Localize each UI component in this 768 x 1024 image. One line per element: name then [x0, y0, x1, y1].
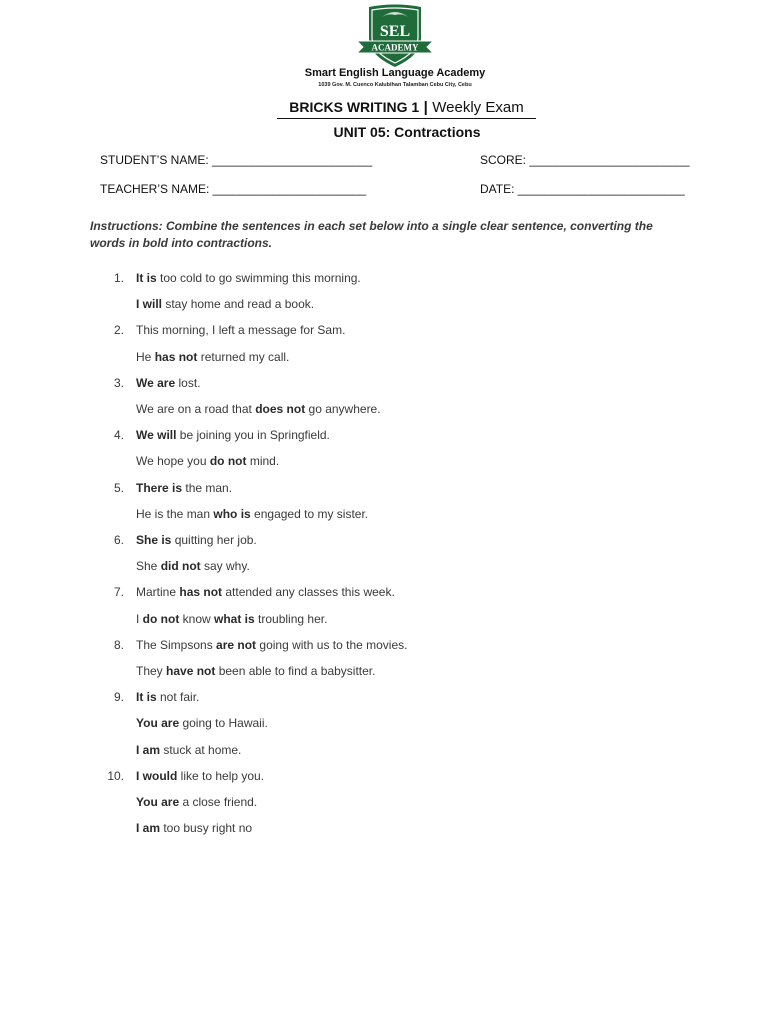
sel-academy-logo [354, 3, 436, 69]
item-number: 5. [113, 480, 124, 495]
sentence-text: She [136, 559, 161, 574]
item-number: 1. [113, 271, 124, 285]
sentence-text: a close friend. [179, 795, 258, 809]
bold-phrase: who is [213, 506, 251, 521]
sentence-text: too cold to go swimming this morning. [156, 271, 361, 285]
sentence-text: mind. [246, 454, 280, 469]
bold-phrase: We will [136, 428, 177, 443]
sentence-text: the man. [182, 480, 233, 495]
item-number: 8. [113, 637, 124, 652]
score-field: SCORE: ________________________ [480, 153, 690, 167]
item-number: 9. [113, 690, 124, 705]
bold-phrase: has not [179, 585, 223, 600]
bold-phrase: have not [166, 664, 216, 678]
sentence-text: know [179, 611, 215, 626]
bold-phrase: I am [136, 742, 161, 757]
sentence-text: Martine [136, 585, 180, 600]
sentence-line [136, 402, 381, 416]
unit-title: UNIT 05: Contractions [333, 124, 481, 140]
sentence-line [136, 559, 250, 573]
bold-phrase: It is [136, 271, 157, 285]
teacher-name-field: TEACHER’S NAME: _______________________ [100, 182, 367, 196]
sentence-text: say why. [200, 559, 250, 574]
sentence-text: stuck at home. [160, 742, 242, 757]
bold-phrase: what is [214, 611, 255, 626]
bold-phrase: You are [136, 716, 180, 731]
sentence-text: lost. [175, 375, 201, 390]
sentence-text: They [136, 664, 167, 678]
academy-address: 1039 Gov. M. Cuenco Kalubihan Talamban Cebu City, Cebu [318, 82, 472, 88]
sentence-text: We hope you [136, 454, 210, 469]
sentence-line [136, 323, 345, 337]
bold-phrase: has not [154, 349, 198, 364]
sentence-line [136, 428, 330, 442]
sentence-line [136, 481, 232, 495]
bold-phrase: did not [160, 559, 201, 574]
instructions: Instructions: Combine the sentences in each set below into a single clear sentence, converting the words in bold into contractions. [90, 219, 653, 250]
sentence-line [136, 350, 289, 364]
sentence-text: go anywhere. [305, 402, 381, 416]
sentence-line [136, 664, 375, 678]
bold-phrase: She is [136, 533, 172, 547]
sentence-text: going to Hawaii. [179, 716, 268, 731]
sentence-text: stay home and read a book. [162, 297, 315, 312]
sentence-text: He [136, 349, 155, 364]
sentence-text: going with us to the movies. [256, 637, 408, 652]
sentence-text: I [136, 611, 143, 626]
sentence-line [136, 769, 264, 783]
bold-phrase: I would [136, 768, 178, 783]
sentence-text: engaged to my sister. [250, 506, 369, 521]
sentence-line [136, 795, 257, 809]
sentence-text: This morning, I left a message for Sam. [136, 323, 346, 338]
sentence-text: He is the man [136, 506, 214, 521]
bold-phrase: are not [216, 637, 257, 652]
logo-text-bottom: ACADEMY [371, 42, 419, 53]
sentence-line [136, 821, 252, 835]
sentence-text: troubling her. [254, 611, 328, 626]
sentence-text: like to help you. [177, 768, 265, 783]
sentence-line [136, 533, 257, 547]
sentence-line [136, 297, 314, 311]
sentence-text: quitting her job. [171, 533, 257, 547]
item-number: 10. [107, 768, 124, 783]
sentence-line [136, 585, 395, 599]
student-name-field: STUDENT’S NAME: ________________________ [100, 153, 373, 167]
bold-phrase: You are [136, 795, 180, 809]
sentence-text: be joining you in Springfield. [176, 428, 330, 443]
bold-phrase: I am [136, 821, 161, 836]
date-field: DATE: _________________________ [480, 182, 685, 196]
logo-text-top: SEL [379, 23, 411, 40]
item-number: 4. [113, 428, 124, 443]
bold-phrase: do not [209, 454, 247, 469]
bold-phrase: do not [142, 611, 180, 626]
course-title: BRICKS WRITING 1 [289, 99, 420, 115]
sentence-line [136, 507, 368, 521]
sentence-line [136, 612, 327, 626]
sentence-text: The Simpsons [136, 637, 217, 652]
sentence-text: not fair. [156, 690, 200, 705]
sentence-line [136, 743, 241, 757]
bold-phrase: does not [255, 402, 306, 416]
academy-name: Smart English Language Academy [304, 67, 486, 79]
sentence-text: We are on a road that [136, 402, 256, 416]
title-separator: | [423, 99, 428, 116]
sentence-line [136, 271, 361, 285]
sentence-text: too busy right no [160, 821, 253, 836]
bold-phrase: It is [136, 690, 157, 705]
item-number: 2. [113, 323, 124, 338]
sentence-line [136, 454, 279, 468]
bold-phrase: I will [136, 297, 163, 312]
sentence-text: been able to find a babysitter. [215, 664, 376, 678]
exam-type: Weekly Exam [432, 99, 524, 116]
sentence-text: returned my call. [197, 349, 290, 364]
sentence-text: attended any classes this week. [222, 585, 395, 600]
bold-phrase: We are [136, 375, 176, 390]
sentence-line [136, 376, 200, 390]
exam-title [277, 99, 536, 119]
item-number: 7. [113, 585, 124, 600]
sentence-line [136, 638, 407, 652]
sentence-line [136, 716, 268, 730]
sentence-line [136, 690, 199, 704]
item-number: 3. [113, 375, 124, 390]
item-number: 6. [113, 533, 124, 547]
bold-phrase: There is [136, 480, 183, 495]
